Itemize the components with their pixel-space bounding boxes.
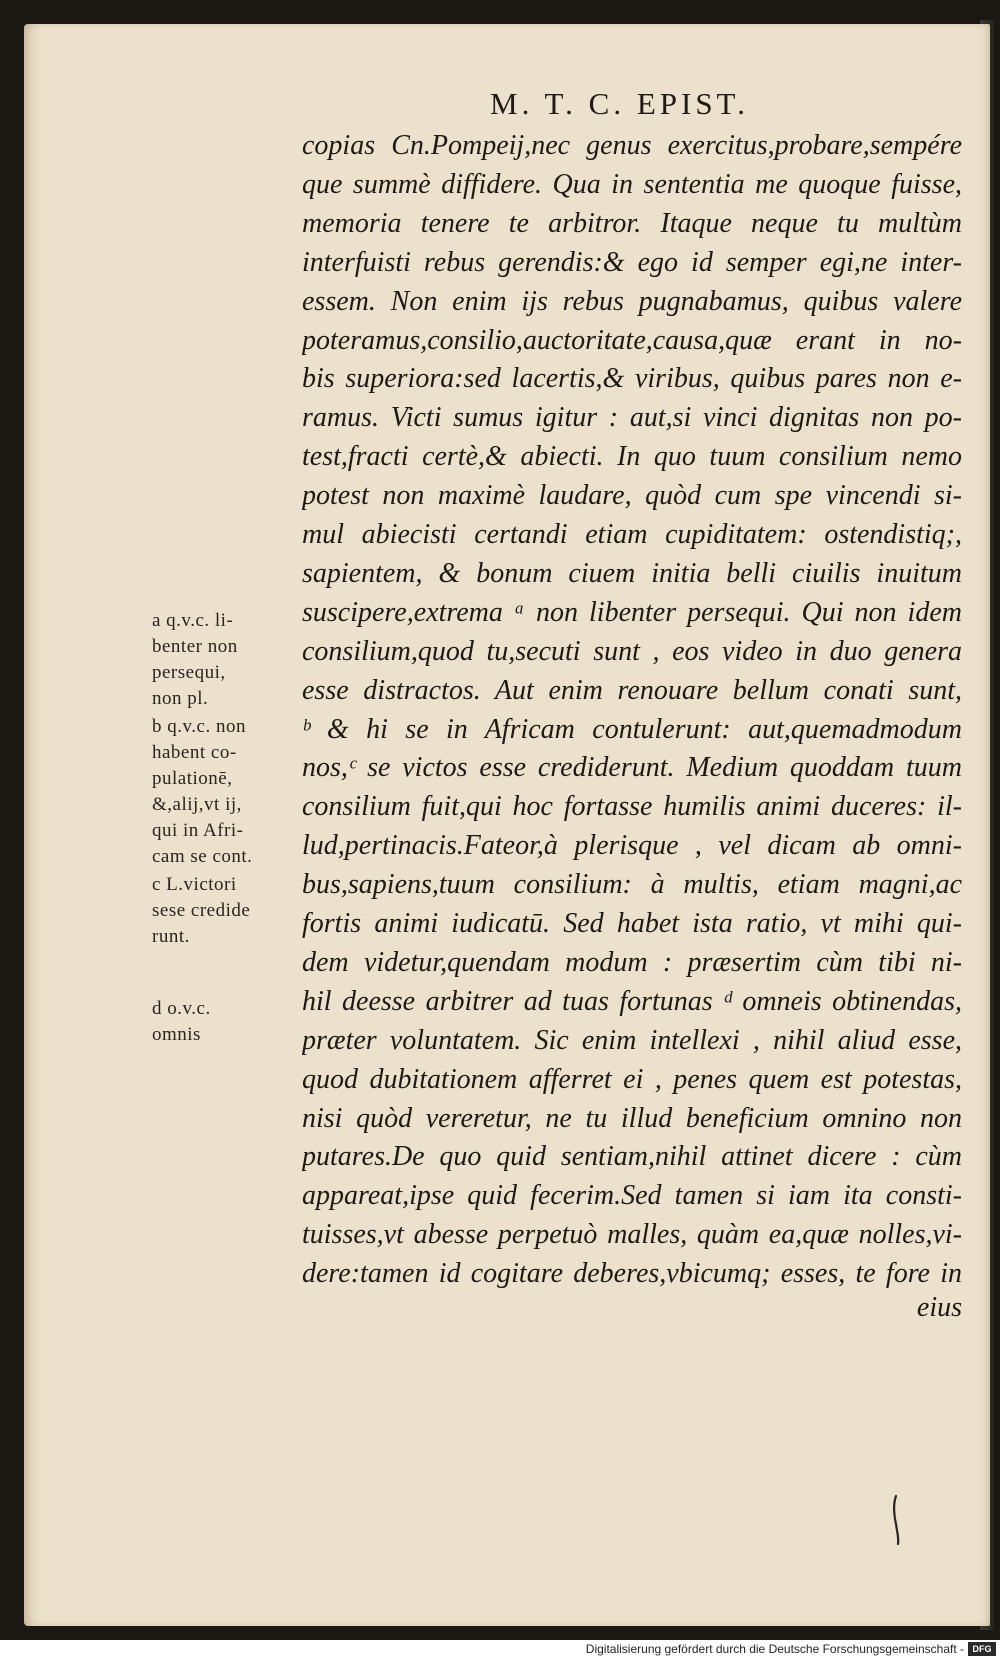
margin-note-line: habent co- <box>152 742 237 763</box>
margin-note-a <box>152 608 292 712</box>
footer-bar <box>0 1640 1000 1663</box>
body-line: appareat,ipse quid fecerim.Sed tamen si iam ita consti- <box>302 1180 962 1211</box>
body-line: poteramus,consilio,auctoritate,causa,quæ erant in no- <box>302 325 962 356</box>
running-head: M. T. C. EPIST. <box>490 86 749 121</box>
body-line: memoria tenere te arbitror. Itaque neque tu multùm <box>302 208 962 239</box>
margin-note-d <box>152 996 292 1048</box>
pencil-mark-icon <box>890 1494 902 1546</box>
body-line: consilium fuit,qui hoc fortasse humilis animi duceres: il- <box>302 791 962 822</box>
margin-note-line: non pl. <box>152 688 209 709</box>
margin-note-line: a q.v.c. li- <box>152 610 234 631</box>
margin-note-line: omnis <box>152 1024 201 1045</box>
margin-note-line: qui in Afri- <box>152 820 244 841</box>
margin-note-line: pulationē, <box>152 768 233 789</box>
body-line: copias Cn.Pompeij,nec genus exercitus,probare,sempére <box>302 130 962 161</box>
margin-note-line: cam se cont. <box>152 846 253 867</box>
body-line: dere:tamen id cogitare deberes,vbicumq; esses, te fore in <box>302 1258 962 1289</box>
margin-note-line: sese credide <box>152 900 251 921</box>
body-line: ᵇ & hi se in Africam contulerunt: aut,quemadmodum <box>302 714 962 745</box>
body-line: nos,ᶜ se victos esse crediderunt. Medium quoddam tuum <box>302 752 962 783</box>
body-line: sapientem, & bonum ciuem initia belli ciuilis inuitum <box>302 558 962 589</box>
body-line: mul abiecisti certandi etiam cupiditatem: ostendistiq;, <box>302 519 962 550</box>
body-line: lud,pertinacis.Fateor,à plerisque , vel dicam ab omni- <box>302 830 962 861</box>
body-line: tuisses,vt abesse perpetuò malles, quàm ea,quæ nolles,vi- <box>302 1219 962 1250</box>
margin-note-line: b q.v.c. non <box>152 716 246 737</box>
body-line: nisi quòd vereretur, ne tu illud beneficium omnino non <box>302 1103 962 1134</box>
body-line: interfuisti rebus gerendis:& ego id semper egi,ne inter- <box>302 247 962 278</box>
body-line: fortis animi iudicatū. Sed habet ista ratio, vt mihi qui- <box>302 908 962 939</box>
body-line: putares.De quo quid sentiam,nihil attinet dicere : cùm <box>302 1141 962 1172</box>
body-line: que summè diffidere. Qua in sententia me quoque fuisse, <box>302 169 962 200</box>
catchword: eius <box>916 1292 962 1323</box>
margin-note-line: c L.victori <box>152 874 237 895</box>
margin-note-line: persequi, <box>152 662 226 683</box>
body-line: bis superiora:sed lacertis,& viribus, quibus pares non e- <box>302 363 962 394</box>
body-line: esse distractos. Aut enim renouare bellum conati sunt, <box>302 675 962 706</box>
footer-credit: Digitalisierung gefördert durch die Deutsche Forschungsgemeinschaft - <box>585 1642 964 1656</box>
body-line: ramus. Victi sumus igitur : aut,si vinci dignitas non po- <box>302 402 962 433</box>
body-line: test,fracti certè,& abiecti. In quo tuum consilium nemo <box>302 441 962 472</box>
body-line: consilium,quod tu,secuti sunt , eos video in duo genera <box>302 636 962 667</box>
body-line: potest non maximè laudare, quòd cum spe vincendi si- <box>302 480 962 511</box>
body-line: bus,sapiens,tuum consilium: à multis, etiam magni,ac <box>302 869 962 900</box>
body-line: præter voluntatem. Sic enim intellexi , nihil aliud esse, <box>302 1025 962 1056</box>
body-line: hil deesse arbitrer ad tuas fortunas ᵈ omneis obtinendas, <box>302 986 962 1017</box>
body-line: dem videtur,quendam modum : præsertim cùm tibi ni- <box>302 947 962 978</box>
margin-note-line: runt. <box>152 926 190 947</box>
dfg-logo: DFG <box>968 1642 996 1656</box>
margin-note-line: d o.v.c. <box>152 998 211 1019</box>
margin-note-line: benter non <box>152 636 238 657</box>
body-line: essem. Non enim ijs rebus pugnabamus, quibus valere <box>302 286 962 317</box>
body-line: suscipere,extrema ᵃ non libenter persequi. Qui non idem <box>302 597 962 628</box>
margin-note-b <box>152 714 292 870</box>
body-line: quod dubitationem afferret ei , penes quem est potestas, <box>302 1064 962 1095</box>
margin-note-c <box>152 872 292 950</box>
margin-note-line: &,alij,vt ij, <box>152 794 242 815</box>
